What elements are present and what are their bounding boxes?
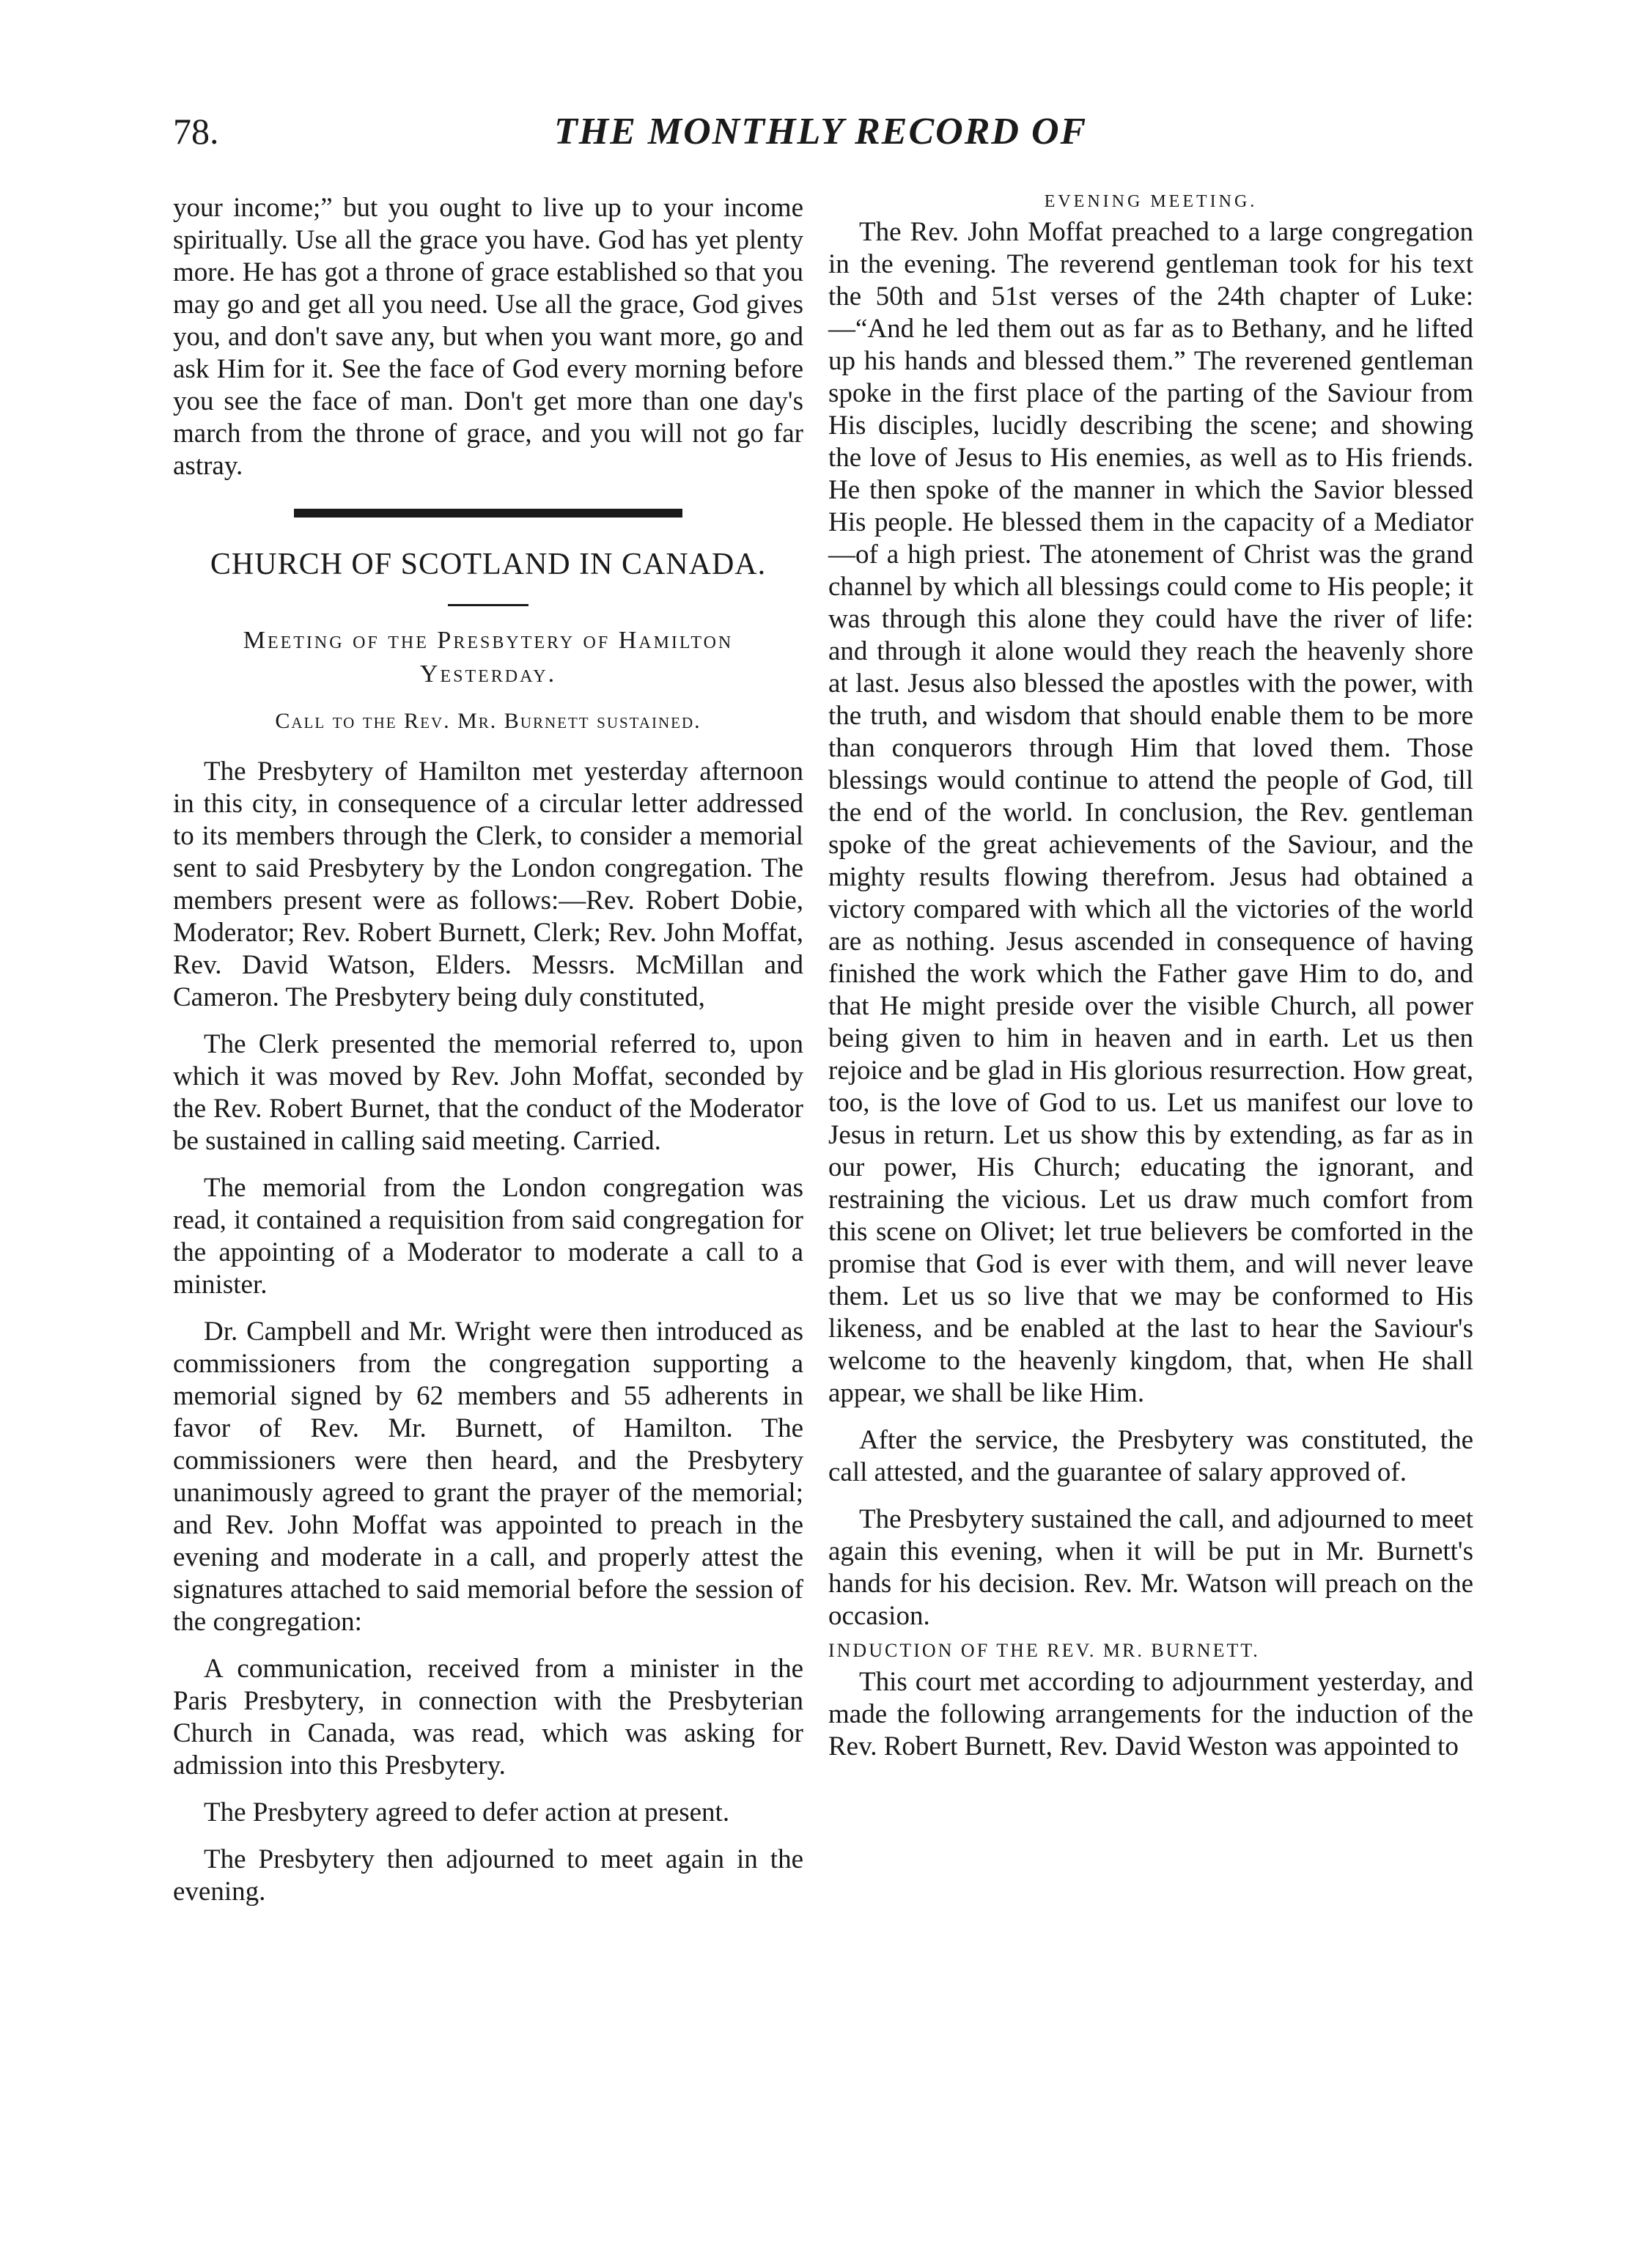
article-paragraph: The Clerk presented the memorial referred to, upon which it was moved by Rev. John Moffat, seconded by the Rev. Robert Burnet, that the conduct of the Moderator be sustained in calling said meeting. Carried. (173, 1029, 803, 1156)
page-header (173, 110, 1434, 169)
section-divider (294, 509, 682, 518)
section-title: CHURCH OF SCOTLAND IN CANADA. (210, 548, 767, 581)
page-number: 78. (173, 111, 219, 152)
induction-heading: INDUCTION OF THE REV. MR. BURNETT. (828, 1640, 1260, 1661)
article-paragraph: After the service, the Presbytery was constituted, the call attested, and the guarantee of salary approved of. (828, 1425, 1473, 1487)
call-subheading: Call to the Rev. Mr. Burnett sustained. (275, 709, 701, 733)
running-title: THE MONTHLY RECORD OF (554, 111, 1088, 152)
meeting-heading: Meeting of the Presbytery of Hamilton Yesterday. (243, 627, 734, 688)
evening-meeting-heading: EVENING MEETING. (1044, 192, 1258, 211)
article-paragraph: The Presbytery then adjourned to meet again in the evening. (173, 1844, 803, 1907)
article-paragraph: A communication, received from a minister in the Paris Presbytery, in connection with the Presbyterian Church in Canada, was read, which was asking for admission into this Presbytery. (173, 1654, 803, 1781)
article-paragraph: Dr. Campbell and Mr. Wright were then introduced as commissioners from the congregation supporting a memorial signed by 62 members and 55 adherents in favor of Rev. Mr. Burnett, of Hamilton. The commissioners were then heard, and the Presbytery unanimously agreed to grant the prayer of the memorial; and Rev. John Moffat was appointed to preach in the evening and moderate in a call, and properly attest the signatures attached to said memorial before the session of the congregation: (173, 1317, 803, 1637)
article-paragraph: The Presbytery of Hamilton met yesterday afternoon in this city, in consequence of a circular letter addressed to its members through the Clerk, to consider a memorial sent to said Presbytery by the London congregation. The members present were as follows:—Rev. Robert Dobie, Moderator; Rev. Robert Burnett, Clerk; Rev. John Moffat, Rev. David Watson, Elders. Messrs. McMillan and Cameron. The Presbytery being duly constituted, (173, 756, 803, 1012)
article-paragraph: This court met according to adjournment yesterday, and made the following arrangements for the induction of the Rev. Robert Burnett, Rev. David Weston was appointed to (828, 1667, 1473, 1761)
article-paragraph: The memorial from the London congregation was read, it contained a requisition from said congregation for the appointing of a Moderator to moderate a call to a minister. (173, 1173, 803, 1300)
intro-paragraph: your income;” but you ought to live up to your income spiritually. Use all the grace you have. God has yet plenty more. He has got a throne of grace established so that you may go and get all you need. Use all the grace, God gives you, and don't save any, but when you want more, go and ask Him for it. See the face of God every morning before you see the face of man. Don't get more than one day's march from the throne of grace, and you will not go far astray. (173, 193, 803, 481)
title-rule (448, 604, 528, 606)
sermon-paragraph: The Rev. John Moffat preached to a large congregation in the evening. The reverend gentleman took for his text the 50th and 51st verses of the 24th chapter of Luke:—“And he led them out as far as to Bethany, and he lifted up his hands and blessed them.” The reverened gentleman spoke in the first place of the parting of the Saviour from His disciples, lucidly describing the scene; and showing the love of Jesus to His enemies, as well as to His friends. He then spoke of the manner in which the Savior blessed His people. He blessed them in the capacity of a Mediator—of a high priest. The atonement of Christ was the grand channel by which all blessings could come to His people; it was through this alone they could have the river of life: and through it alone would they reach the heavenly shore at last. Jesus also blessed the apostles with the power, with the truth, and wisdom that should enable them to be more than conquerors through Him that loved them. Those blessings would continue to attend the people of God, till the end of the world. In conclusion, the Rev. gentleman spoke of the great achievements of the Saviour, and the mighty results flowing therefrom. Jesus had obtained a victory compared with which all the victories of the world are as nothing. Jesus ascended in consequence of having finished the work which the Father gave Him to do, and that He might preside over the visible Church, all power being given to him in heaven and in earth. Let us then rejoice and be glad in His glorious resurrection. How great, too, is the love of God to us. Let us manifest our love to Jesus in return. Let us show this by extending, as far as in our power, His Church; educating the ignorant, and restraining the vicious. Let us draw much comfort from this scene on Olivet; let true believers be comforted in the promise that God is ever with them, and will never leave them. Let us so live that we may be conformed to His likeness, and be enabled at the last to hear the Saviour's welcome to the heavenly kingdom, that, when He shall appear, we shall be like Him. (828, 217, 1473, 1408)
article-paragraph: The Presbytery sustained the call, and adjourned to meet again this evening, when it will be put in Mr. Burnett's hands for his decision. Rev. Mr. Watson will preach on the occasion. (828, 1504, 1473, 1631)
right-column (828, 192, 1473, 1763)
article-paragraph: The Presbytery agreed to defer action at present. (204, 1797, 730, 1827)
left-column (173, 192, 803, 1908)
